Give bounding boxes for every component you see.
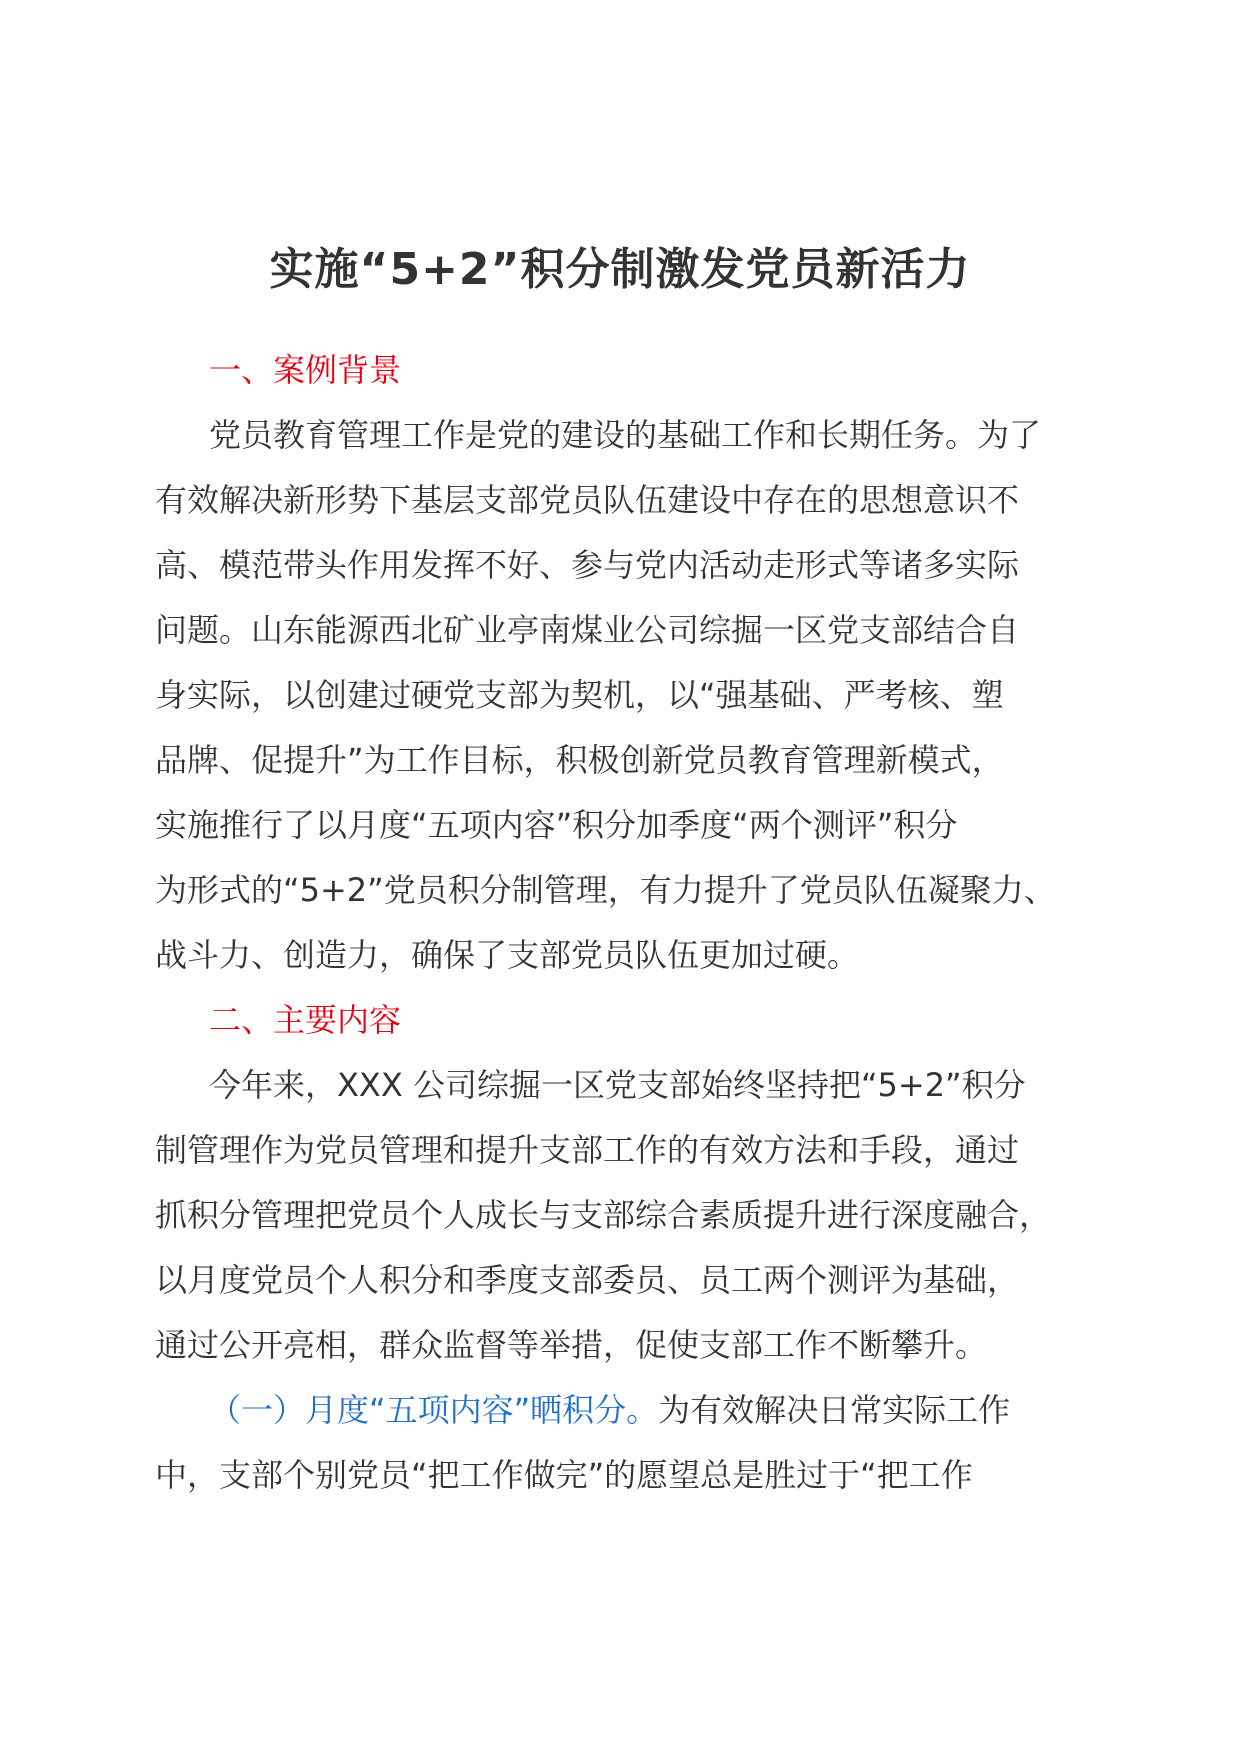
subsection-heading-monthly-points: （一）月度“五项内容”晒积分。 [209,1391,659,1429]
paragraph-line: 为形式的“5+2”党员积分制管理，有力提升了党员队伍凝聚力、 [155,871,1056,909]
paragraph-line: 通过公开亮相，群众监督等举措，促使支部工作不断攀升。 [155,1326,988,1364]
section-heading-background: 一、案例背景 [209,351,402,389]
paragraph-line: 今年来，XXX 公司综掘一区党支部始终坚持把“5+2”积分 [209,1066,1026,1104]
paragraph-line: 有效解决新形势下基层支部党员队伍建设中存在的思想意识不 [155,481,1020,519]
paragraph-line: 战斗力、创造力，确保了支部党员队伍更加过硬。 [155,936,860,974]
paragraph-line: 高、模范带头作用发挥不好、参与党内活动走形式等诸多实际 [155,546,1020,584]
paragraph-line: 问题。山东能源西北矿业亭南煤业公司综掘一区党支部结合自 [155,611,1020,649]
section-heading-main-content: 二、主要内容 [209,1001,402,1039]
document-title: 实施“5+2”积分制激发党员新活力 [269,244,971,295]
paragraph-line: 身实际，以创建过硬党支部为契机，以“强基础、严考核、塑 [155,676,1004,714]
document-body [155,338,1105,1508]
paragraph-line: 中，支部个别党员“把工作做完”的愿望总是胜过于“把工作 [155,1456,973,1494]
paragraph-line: 抓积分管理把党员个人成长与支部综合素质提升进行深度融合， [155,1196,1052,1234]
paragraph-line: 实施推行了以月度“五项内容”积分加季度“两个测评”积分 [155,806,958,844]
paragraph-line: 党员教育管理工作是党的建设的基础工作和长期任务。为了 [209,416,1042,454]
paragraph-line: 品牌、促提升”为工作目标，积极创新党员教育管理新模式， [155,741,1004,779]
paragraph-line: 制管理作为党员管理和提升支部工作的有效方法和手段，通过 [155,1131,1020,1169]
subsection-paragraph-line [155,1378,1105,1443]
paragraph-line: 以月度党员个人积分和季度支部委员、员工两个测评为基础， [155,1261,1020,1299]
subsection-line-text: 为有效解决日常实际工作 [658,1391,1011,1429]
